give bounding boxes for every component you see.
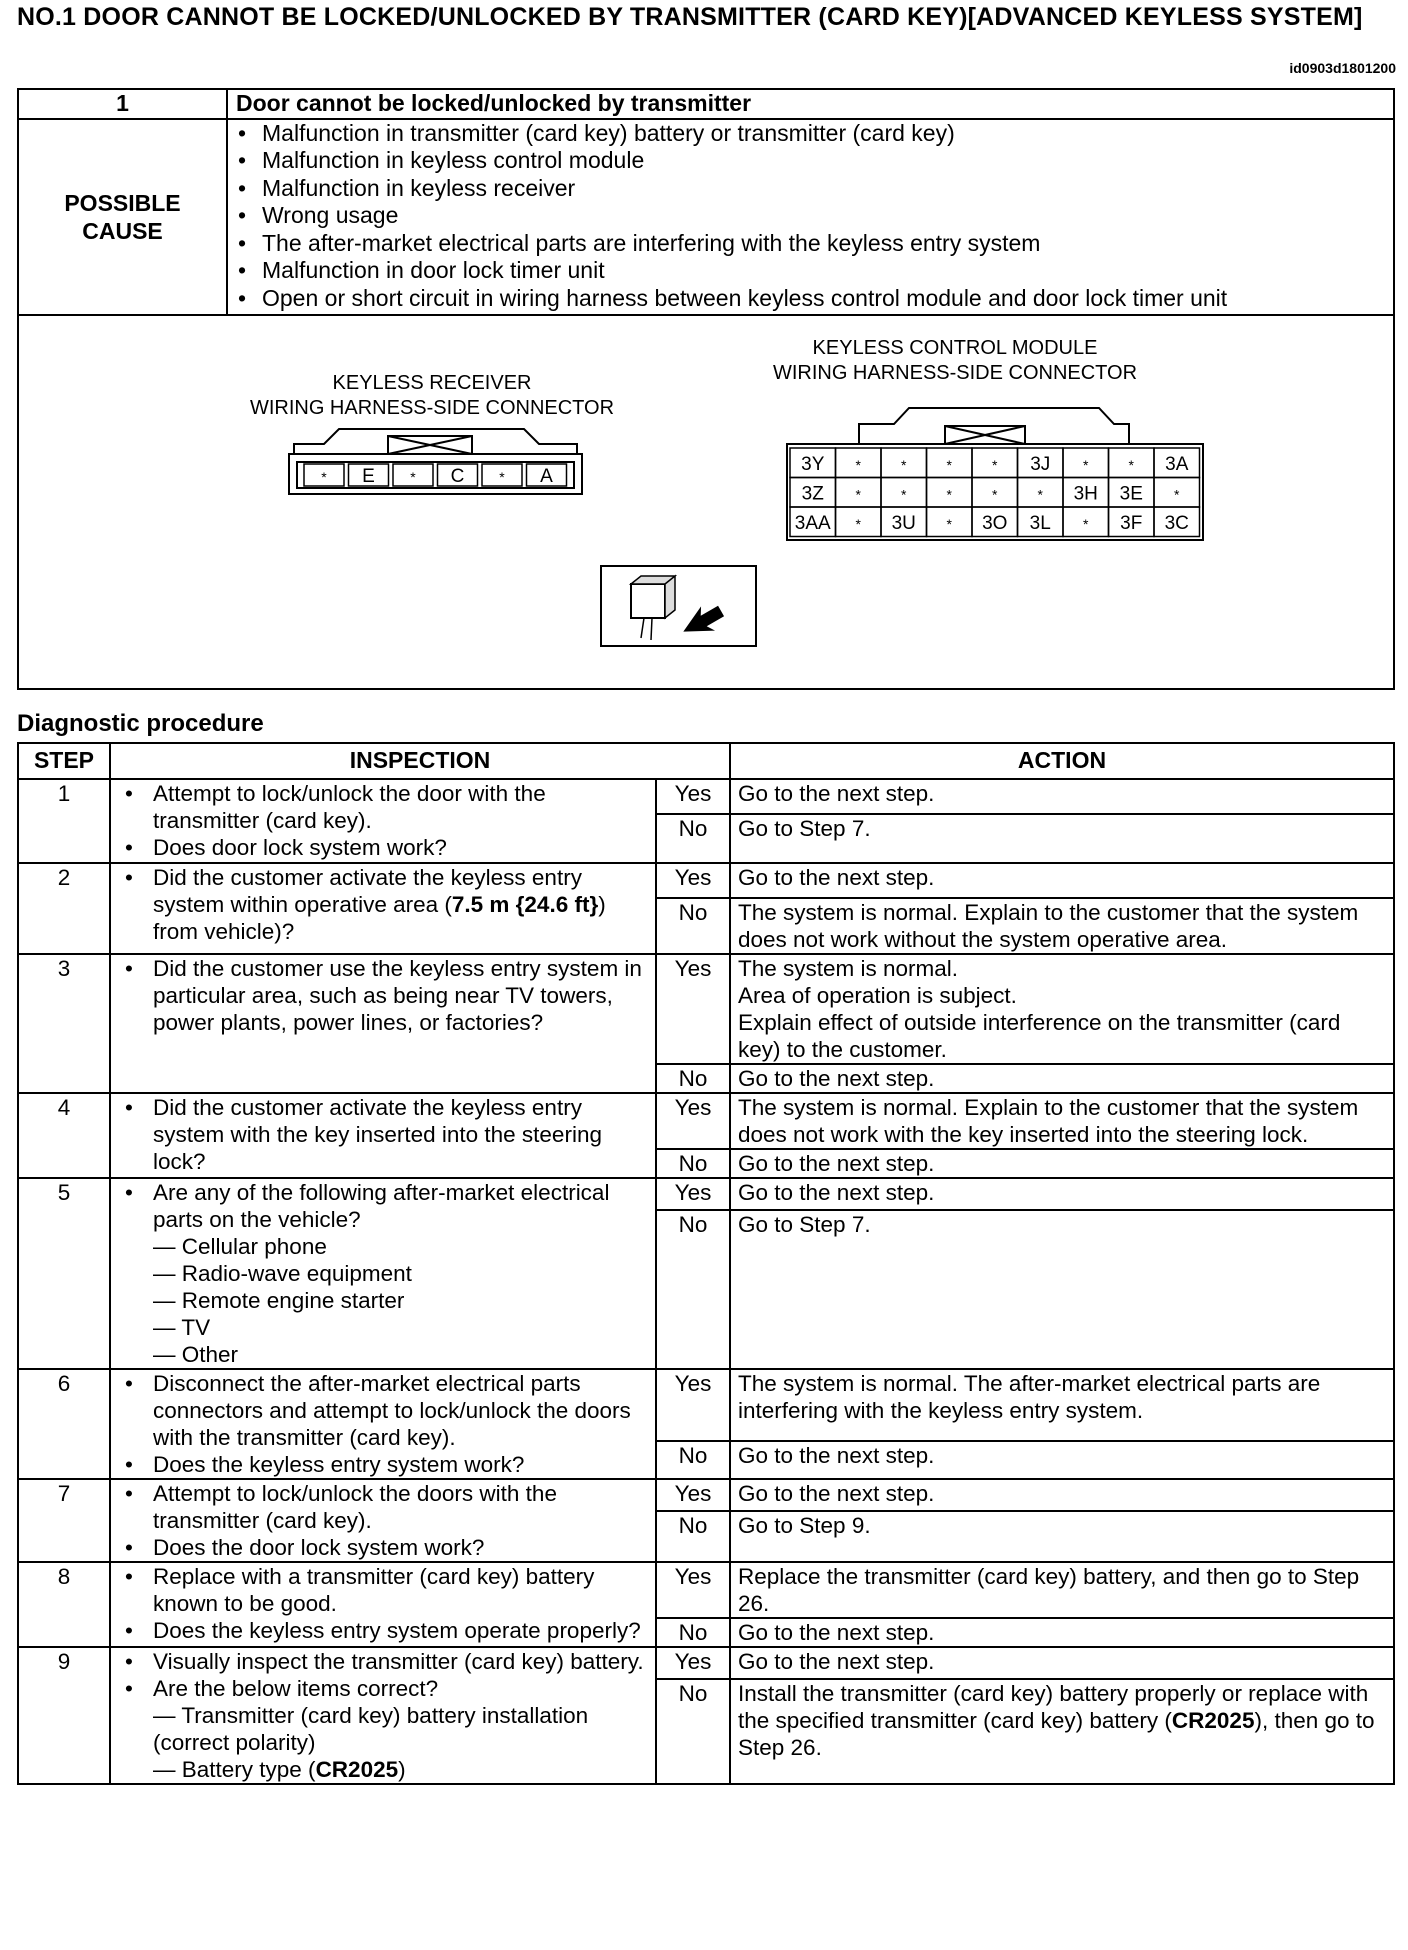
pin-label: * bbox=[992, 456, 998, 473]
inspection-cell: • Visually inspect the transmitter (card key) battery. • Are the below items correct? — Transmitter (card key) battery installation (correct polarity) — Battery type (CR2025) bbox=[110, 1647, 656, 1784]
action-yes: Go to the next step. bbox=[730, 1479, 1394, 1511]
action-no: The system is normal. Explain to the customer that the system does not work without the system operative area. bbox=[730, 898, 1394, 954]
inspection-cell: • Did the customer activate the keyless entry system within operative area (7.5 m {24.6 ft}) from vehicle)? bbox=[110, 863, 656, 954]
action-yes: Go to the next step. bbox=[730, 863, 1394, 898]
step-number: 5 bbox=[18, 1178, 110, 1369]
pin-label: 3J bbox=[1030, 453, 1051, 475]
pin-label: 3Z bbox=[801, 483, 824, 505]
pin-label: 3F bbox=[1120, 512, 1143, 534]
connector-figure bbox=[19, 316, 1393, 681]
inspection-cell: • Replace with a transmitter (card key) battery known to be good. • Does the keyless entry system operate properly? bbox=[110, 1562, 656, 1647]
pin-label: 3Y bbox=[801, 453, 825, 475]
action-yes: The system is normal. Explain to the customer that the system does not work with the key inserted into the steering lock. bbox=[730, 1093, 1394, 1149]
module-label: KEYLESS CONTROL MODULE bbox=[812, 337, 1098, 359]
step-number: 2 bbox=[18, 863, 110, 954]
pin-label: * bbox=[901, 486, 907, 503]
connector-diagram bbox=[18, 315, 1394, 689]
pin-label: 3C bbox=[1164, 512, 1189, 534]
action-no: Go to the next step. bbox=[730, 1618, 1394, 1647]
action-no: Go to Step 7. bbox=[730, 814, 1394, 863]
pin-label: A bbox=[540, 466, 553, 487]
action-yes: The system is normal. The after-market electrical parts are interfering with the keyless entry system. bbox=[730, 1369, 1394, 1441]
pin-label: * bbox=[410, 469, 416, 485]
page-title: NO.1 DOOR CANNOT BE LOCKED/UNLOCKED BY TRANSMITTER (CARD KEY)[ADVANCED KEYLESS SYSTEM] bbox=[17, 3, 1363, 31]
no-label: No bbox=[656, 1064, 730, 1093]
pin-label: C bbox=[450, 466, 465, 487]
yes-label: Yes bbox=[656, 1369, 730, 1441]
document-id: id0903d1801200 bbox=[1289, 60, 1396, 76]
pin-label: 3O bbox=[982, 512, 1008, 534]
diagnostic-table bbox=[17, 742, 1395, 1785]
no-label: No bbox=[656, 1618, 730, 1647]
pin-label: * bbox=[1083, 456, 1089, 473]
action-no: Go to the next step. bbox=[730, 1441, 1394, 1479]
no-label: No bbox=[656, 898, 730, 954]
action-no: Install the transmitter (card key) battery properly or replace with the specified transmitter (card key) battery (CR2025), then go to Step 26. bbox=[730, 1679, 1394, 1784]
module-pin-grid bbox=[790, 448, 1200, 537]
action-no: Go to Step 7. bbox=[730, 1210, 1394, 1369]
pin-label: 3U bbox=[891, 512, 916, 534]
pin-label: * bbox=[855, 515, 861, 532]
inspection-cell: • Are any of the following after-market electrical parts on the vehicle? — Cellular phone — Radio-wave equipment — Remote engine starter — TV — Other bbox=[110, 1178, 656, 1369]
step-number: 4 bbox=[18, 1093, 110, 1178]
pin-label: 3A bbox=[1165, 453, 1189, 475]
pin-label: 3L bbox=[1029, 512, 1051, 534]
symptom-table bbox=[17, 88, 1395, 690]
inspection-cell: • Attempt to lock/unlock the door with the transmitter (card key). • Does door lock system work? bbox=[110, 779, 656, 863]
action-no: Go to Step 9. bbox=[730, 1511, 1394, 1562]
table-row bbox=[18, 1647, 1394, 1679]
receiver-connector bbox=[289, 429, 582, 494]
module-label: WIRING HARNESS-SIDE CONNECTOR bbox=[772, 362, 1138, 384]
receiver-pin-row bbox=[304, 464, 567, 487]
no-label: No bbox=[656, 1149, 730, 1178]
symptom-number: 1 bbox=[18, 89, 227, 119]
pin-label: * bbox=[855, 486, 861, 503]
step-number: 8 bbox=[18, 1562, 110, 1647]
pin-label: * bbox=[992, 486, 998, 503]
pin-label: * bbox=[946, 456, 952, 473]
yes-label: Yes bbox=[656, 954, 730, 1064]
table-row bbox=[18, 1562, 1394, 1618]
action-no: Go to the next step. bbox=[730, 1149, 1394, 1178]
action-yes: The system is normal. Area of operation is subject. Explain effect of outside interference on the transmitter (card key) to the customer. bbox=[730, 954, 1394, 1064]
step-number: 6 bbox=[18, 1369, 110, 1479]
pin-label: * bbox=[901, 456, 907, 473]
cause-item: • Malfunction in door lock timer unit bbox=[250, 257, 1393, 285]
yes-label: Yes bbox=[656, 1647, 730, 1679]
pin-label: E bbox=[362, 466, 375, 487]
step-number: 1 bbox=[18, 779, 110, 863]
pin-label: 3E bbox=[1119, 483, 1143, 505]
action-yes: Go to the next step. bbox=[730, 779, 1394, 814]
pin-label: * bbox=[321, 469, 327, 485]
inspection-cell: • Did the customer activate the keyless entry system with the key inserted into the steering lock? bbox=[110, 1093, 656, 1178]
inspection-cell: • Attempt to lock/unlock the doors with the transmitter (card key). • Does the door lock system work? bbox=[110, 1479, 656, 1562]
cause-item: • Malfunction in transmitter (card key) battery or transmitter (card key) bbox=[250, 120, 1393, 148]
possible-cause-list bbox=[227, 119, 1394, 316]
yes-label: Yes bbox=[656, 779, 730, 814]
procedure-heading: Diagnostic procedure bbox=[17, 710, 264, 737]
receiver-label: WIRING HARNESS-SIDE CONNECTOR bbox=[249, 397, 615, 419]
pin-label: * bbox=[946, 486, 952, 503]
action-yes: Go to the next step. bbox=[730, 1178, 1394, 1210]
pin-label: * bbox=[855, 456, 861, 473]
no-label: No bbox=[656, 1210, 730, 1369]
table-row bbox=[18, 779, 1394, 814]
inspection-cell: • Disconnect the after-market electrical parts connectors and attempt to lock/unlock the doors with the transmitter (card key). • Does the keyless entry system work? bbox=[110, 1369, 656, 1479]
step-number: 3 bbox=[18, 954, 110, 1093]
no-label: No bbox=[656, 1441, 730, 1479]
yes-label: Yes bbox=[656, 1093, 730, 1149]
no-label: No bbox=[656, 814, 730, 863]
cause-item: • Open or short circuit in wiring harness between keyless control module and door lock timer unit bbox=[250, 285, 1393, 313]
pin-label: 3AA bbox=[794, 512, 831, 534]
no-label: No bbox=[656, 1511, 730, 1562]
cause-item: • The after-market electrical parts are interfering with the keyless entry system bbox=[250, 230, 1393, 258]
table-row bbox=[18, 1178, 1394, 1210]
cause-item: • Wrong usage bbox=[250, 202, 1393, 230]
step-number: 9 bbox=[18, 1647, 110, 1784]
receiver-label: KEYLESS RECEIVER bbox=[332, 372, 532, 394]
column-header-inspection: INSPECTION bbox=[110, 743, 730, 779]
pin-label: * bbox=[1037, 486, 1043, 503]
yes-label: Yes bbox=[656, 1479, 730, 1511]
yes-label: Yes bbox=[656, 1562, 730, 1618]
no-label: No bbox=[656, 1679, 730, 1784]
column-header-action: ACTION bbox=[730, 743, 1394, 779]
table-row bbox=[18, 1369, 1394, 1441]
symptom-header: Door cannot be locked/unlocked by transmitter bbox=[227, 89, 1394, 119]
table-row bbox=[18, 863, 1394, 898]
probe-insertion-icon bbox=[601, 566, 756, 646]
pin-label: * bbox=[1128, 456, 1134, 473]
column-header-step: STEP bbox=[18, 743, 110, 779]
pin-label: 3H bbox=[1073, 483, 1098, 505]
step-number: 7 bbox=[18, 1479, 110, 1562]
pin-label: * bbox=[499, 469, 505, 485]
action-yes: Replace the transmitter (card key) battery, and then go to Step 26. bbox=[730, 1562, 1394, 1618]
table-row bbox=[18, 1093, 1394, 1149]
action-yes: Go to the next step. bbox=[730, 1647, 1394, 1679]
pin-label: * bbox=[1174, 486, 1180, 503]
possible-cause-label: POSSIBLE CAUSE bbox=[18, 119, 227, 316]
table-row bbox=[18, 1479, 1394, 1511]
action-no: Go to the next step. bbox=[730, 1064, 1394, 1093]
yes-label: Yes bbox=[656, 863, 730, 898]
cause-item: • Malfunction in keyless receiver bbox=[250, 175, 1393, 203]
cause-item: • Malfunction in keyless control module bbox=[250, 147, 1393, 175]
table-row bbox=[18, 954, 1394, 1064]
yes-label: Yes bbox=[656, 1178, 730, 1210]
pin-label: * bbox=[946, 515, 952, 532]
pin-label: * bbox=[1083, 515, 1089, 532]
inspection-cell: • Did the customer use the keyless entry system in particular area, such as being near TV towers, power plants, power lines, or factories? bbox=[110, 954, 656, 1093]
